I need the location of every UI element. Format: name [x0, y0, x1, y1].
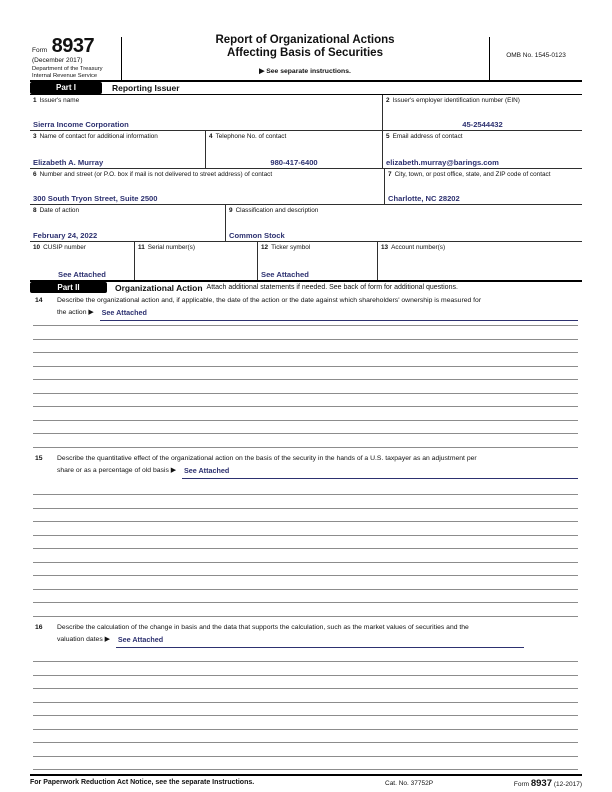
field-12-value[interactable]: See Attached — [261, 270, 309, 279]
field-12-number: 12 — [261, 244, 269, 251]
question-15-value[interactable]: See Attached — [183, 465, 230, 475]
blank-line — [33, 495, 578, 509]
field-3-number: 3 — [33, 133, 37, 140]
form-word: Form — [32, 47, 48, 54]
blank-line — [33, 509, 578, 523]
blank-line — [33, 326, 578, 340]
question-16-text-line1: Describe the calculation of the change in basis and the data that supports the calculation, such as the market values of securities and the — [57, 623, 469, 631]
blank-line — [33, 367, 578, 381]
paperwork-notice: For Paperwork Reduction Act Notice, see the separate Instructions. — [30, 779, 255, 786]
blank-line — [33, 603, 578, 617]
question-14-blank-lines — [33, 321, 578, 448]
agency-line-2: Internal Revenue Service — [32, 72, 98, 79]
footer-form-revision: (12-2017) — [553, 781, 582, 788]
part2-subtitle: Attach additional statements if needed. See back of form for additional questions. — [206, 284, 458, 291]
row-action — [30, 205, 582, 242]
field-6-value[interactable]: 300 South Tryon Street, Suite 2500 — [33, 194, 158, 203]
question-16-answer-field[interactable] — [116, 634, 524, 648]
question-16-number: 16 — [35, 623, 43, 631]
blank-line — [33, 703, 578, 717]
blank-line — [33, 576, 578, 590]
footer-form-word: Form — [513, 781, 530, 788]
form-header — [30, 30, 582, 82]
question-16-blank-lines — [33, 649, 578, 771]
question-16-text-line2: valuation dates ▶ — [57, 635, 110, 643]
field-4-telephone — [206, 131, 383, 168]
field-5-value[interactable]: elizabeth.murray@barings.com — [386, 158, 499, 167]
field-8-value[interactable]: February 24, 2022 — [33, 231, 98, 240]
blank-line — [33, 434, 578, 448]
footer-form-number: 8937 — [530, 778, 552, 789]
blank-line — [33, 676, 578, 690]
field-10-label: CUSIP number — [43, 244, 86, 251]
field-9-classification — [226, 205, 582, 241]
question-16-value[interactable]: See Attached — [117, 634, 164, 644]
field-6-label: Number and street (or P.O. box if mail is not delivered to street address) of contact — [39, 171, 273, 178]
blank-line — [33, 689, 578, 703]
question-14-text-line1: Describe the organizational action and, if applicable, the date of the action or the date against which shareholders' ownership is measured for — [57, 297, 482, 304]
question-14 — [30, 295, 582, 321]
question-14-value[interactable]: See Attached — [101, 308, 147, 317]
form-number-block — [32, 37, 118, 79]
field-8-label: Date of action — [39, 207, 79, 214]
question-14-number: 14 — [35, 297, 43, 304]
form-revision: (December 2017) — [32, 57, 83, 64]
field-11-number: 11 — [138, 244, 145, 251]
question-15-answer-field[interactable] — [182, 465, 578, 479]
field-7-value[interactable]: Charlotte, NC 28202 — [388, 194, 460, 203]
footer-form-id — [514, 778, 582, 789]
part1-badge: Part I — [30, 82, 102, 94]
blank-line — [33, 353, 578, 367]
question-15-blank-lines — [33, 482, 578, 617]
field-3-value[interactable]: Elizabeth A. Murray — [33, 158, 104, 167]
form-title-line-2: Affecting Basis of Securities — [227, 47, 383, 59]
form-number: 8937 — [51, 35, 95, 57]
blank-line — [33, 380, 578, 394]
field-13-account-numbers — [378, 242, 582, 280]
blank-line — [33, 549, 578, 563]
field-11-label: Serial number(s) — [147, 244, 195, 251]
question-14-text-line2: the action ▶ — [57, 309, 94, 316]
field-7-city-state-zip — [385, 169, 582, 204]
row-contact — [30, 131, 582, 169]
field-2-ein — [383, 95, 582, 130]
blank-line — [33, 482, 578, 496]
field-7-label: City, town, or post office, state, and ZIP code of contact — [394, 171, 551, 178]
field-13-label: Account number(s) — [391, 244, 446, 251]
blank-line — [33, 563, 578, 577]
field-4-value[interactable]: 980-417-6400 — [270, 158, 318, 167]
form-footer — [30, 774, 582, 790]
field-9-value[interactable]: Common Stock — [229, 231, 285, 240]
field-1-issuer-name — [30, 95, 383, 130]
blank-line — [33, 743, 578, 757]
field-12-ticker-symbol — [258, 242, 378, 280]
part2-header — [30, 280, 582, 293]
form-title-block — [122, 34, 488, 75]
question-14-answer-field[interactable] — [100, 307, 578, 321]
field-5-number: 5 — [386, 133, 390, 140]
field-2-number: 2 — [386, 97, 390, 104]
blank-line — [33, 407, 578, 421]
blank-line — [33, 730, 578, 744]
field-2-value[interactable]: 45-2544432 — [462, 120, 503, 129]
question-15-number: 15 — [35, 454, 43, 462]
field-12-label: Ticker symbol — [271, 244, 311, 251]
part2-badge: Part II — [30, 282, 107, 293]
field-1-number: 1 — [33, 97, 37, 104]
row-issuer — [30, 95, 582, 131]
field-10-value[interactable]: See Attached — [58, 270, 106, 279]
blank-line — [33, 421, 578, 435]
field-6-number: 6 — [33, 171, 37, 178]
question-16 — [30, 622, 582, 648]
field-10-number: 10 — [33, 244, 41, 251]
row-address — [30, 169, 582, 205]
field-3-contact-name — [30, 131, 206, 168]
part2-title: Organizational Action — [115, 282, 203, 293]
blank-line — [33, 649, 578, 663]
field-9-number: 9 — [229, 207, 233, 214]
field-1-value[interactable]: Sierra Income Corporation — [33, 120, 129, 129]
field-5-email — [383, 131, 582, 168]
field-2-label: Issuer's employer identification number (EIN) — [392, 97, 520, 104]
blank-line — [33, 394, 578, 408]
field-1-label: Issuer's name — [39, 97, 80, 104]
blank-line — [33, 536, 578, 550]
field-3-label: Name of contact for additional information — [39, 133, 158, 140]
blank-line — [33, 716, 578, 730]
field-6-street — [30, 169, 385, 204]
agency-line-1: Department of the Treasury — [32, 66, 103, 72]
catalog-number: Cat. No. 37752P — [385, 780, 434, 787]
field-4-number: 4 — [209, 133, 213, 140]
part1-header — [30, 82, 582, 95]
question-15 — [30, 453, 582, 479]
see-instructions-note: ▶ See separate instructions. — [259, 68, 351, 75]
field-8-date-of-action — [30, 205, 226, 241]
row-identifiers — [30, 242, 582, 280]
omb-number: OMB No. 1545-0123 — [506, 51, 566, 59]
part1-title: Reporting Issuer — [112, 83, 180, 93]
field-5-label: Email address of contact — [392, 133, 463, 140]
field-9-label: Classification and description — [235, 207, 319, 214]
field-7-number: 7 — [388, 171, 392, 178]
blank-line — [33, 757, 578, 771]
field-8-number: 8 — [33, 207, 37, 214]
blank-line — [33, 340, 578, 354]
field-10-cusip — [30, 242, 135, 280]
field-11-serial-numbers — [135, 242, 258, 280]
blank-line — [33, 522, 578, 536]
blank-line — [33, 662, 578, 676]
field-13-number: 13 — [381, 244, 389, 251]
form-title-line-1: Report of Organizational Actions — [215, 34, 395, 46]
field-4-label: Telephone No. of contact — [215, 133, 287, 140]
question-15-text-line1: Describe the quantitative effect of the organizational action on the basis of the security in the hands of a U.S. taxpayer as an adjustment per — [57, 454, 477, 462]
blank-line — [33, 590, 578, 604]
question-15-text-line2: share or as a percentage of old basis ▶ — [57, 466, 176, 474]
